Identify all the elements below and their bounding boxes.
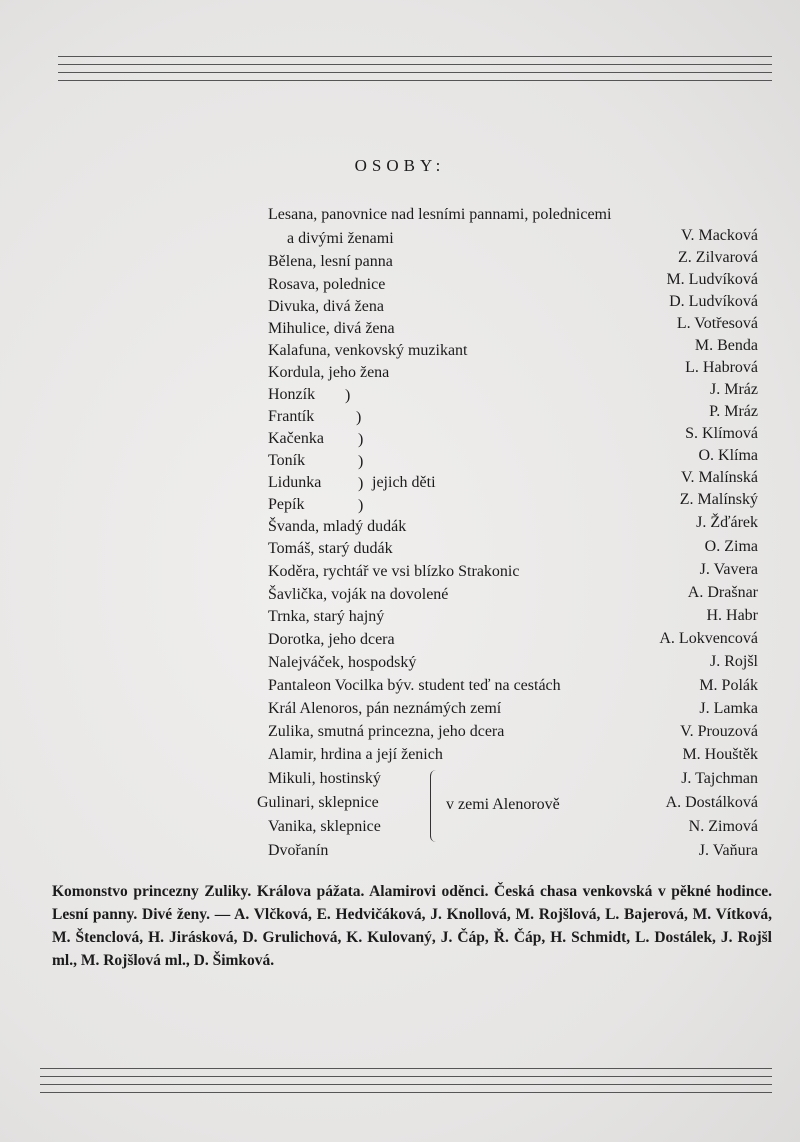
cast-actor: J. Vavera bbox=[699, 561, 758, 578]
cast-actor: A. Lokvencová bbox=[659, 630, 758, 647]
cast-role: Gulinari, sklepnice bbox=[257, 794, 379, 811]
group-paren: ) bbox=[345, 387, 351, 404]
cast-role: Mikuli, hostinský bbox=[268, 770, 381, 787]
cast-actor: L. Votřesová bbox=[676, 315, 758, 332]
cast-role: Nalejváček, hospodský bbox=[268, 654, 417, 671]
cast-role: Pepík bbox=[268, 496, 305, 513]
cast-role: Kačenka bbox=[268, 430, 324, 447]
children-group-label: jejich děti bbox=[372, 474, 436, 491]
cast-role: Tomáš, starý dudák bbox=[268, 540, 393, 557]
cast-actor: J. Tajchman bbox=[681, 770, 758, 787]
cast-role: Koděra, rychtář ve vsi blízko Strakonic bbox=[268, 563, 520, 580]
cast-role: Mihulice, divá žena bbox=[268, 320, 395, 337]
group-paren: ) bbox=[358, 453, 364, 470]
cast-role: Pantaleon Vocilka býv. student teď na cestách bbox=[268, 677, 561, 694]
cast-role: Trnka, starý hajný bbox=[268, 608, 385, 625]
cast-role: Zulika, smutná princezna, jeho dcera bbox=[268, 723, 505, 740]
cast-role: Lidunka bbox=[268, 474, 322, 491]
cast-role: Lesana, panovnice nad lesními pannami, polednicemi bbox=[268, 206, 612, 223]
cast-role: Dorotka, jeho dcera bbox=[268, 631, 395, 648]
cast-actor: J. Lamka bbox=[699, 700, 758, 717]
cast-actor: M. Benda bbox=[694, 337, 758, 354]
cast-actor: J. Žďárek bbox=[696, 514, 758, 531]
cast-role: Alamir, hrdina a její ženich bbox=[268, 746, 443, 763]
cast-role: Rosava, polednice bbox=[268, 276, 386, 293]
cast-actor: J. Rojšl bbox=[709, 653, 758, 670]
cast-actor: A. Drašnar bbox=[687, 584, 758, 601]
ensemble-paragraph: Komonstvo princezny Zuliky. Králova pážata. Alamirovi oděnci. Česká chasa venkovská v pěkné hodince. Lesní panny. Divé ženy. — A. Vlčková, E. Hedvičáková, J. Knollová, M. Rojšlová, L. Bajerová, M. Vítková, M. Štenclová, H. Jirásková, D. Grulichová, K. Kulovaný, J. Čáp, Ř. Čáp, H. Schmidt, L. Dostálek, J. Rojšl ml., M. Rojšlová ml., D. Šimková. bbox=[52, 883, 772, 969]
group-paren: ) bbox=[358, 497, 364, 514]
cast-actor: P. Mráz bbox=[709, 403, 758, 420]
bottom-rule-4 bbox=[40, 1092, 772, 1093]
cast-actor: Z. Zilvarová bbox=[678, 249, 758, 266]
cast-actor: Z. Malínský bbox=[679, 491, 758, 508]
alenor-group-label: v zemi Alenorově bbox=[446, 796, 560, 813]
cast-actor: J. Vaňura bbox=[698, 842, 758, 859]
page-title: OSOBY: bbox=[354, 156, 446, 175]
cast-role: Vanika, sklepnice bbox=[268, 818, 381, 835]
cast-role: Divuka, divá žena bbox=[268, 298, 384, 315]
group-brace bbox=[430, 770, 439, 842]
group-paren: ) bbox=[358, 475, 364, 492]
bottom-rule-2 bbox=[40, 1076, 772, 1077]
cast-role: Honzík bbox=[268, 386, 316, 403]
cast-actor: V. Prouzová bbox=[680, 723, 758, 740]
cast-actor: V. Macková bbox=[680, 227, 758, 244]
cast-role: Toník bbox=[268, 452, 306, 469]
cast-role: Švanda, mladý dudák bbox=[268, 518, 407, 535]
group-paren: ) bbox=[358, 431, 364, 448]
cast-actor: O. Zima bbox=[704, 538, 758, 555]
cast-actor: H. Habr bbox=[706, 607, 758, 624]
bottom-rule-3 bbox=[40, 1084, 772, 1085]
cast-actor: V. Malínská bbox=[680, 469, 758, 486]
cast-role: Král Alenoros, pán neznámých zemí bbox=[268, 700, 502, 717]
cast-actor: A. Dostálková bbox=[665, 794, 758, 811]
cast-role: Bělena, lesní panna bbox=[268, 253, 393, 270]
bottom-rule-1 bbox=[40, 1068, 772, 1069]
cast-role: Frantík bbox=[268, 408, 315, 425]
cast-role: Kalafuna, venkovský muzikant bbox=[268, 342, 468, 359]
cast-actor: M. Houštěk bbox=[682, 746, 758, 763]
cast-actor: M. Ludvíková bbox=[666, 271, 758, 288]
cast-role: Kordula, jeho žena bbox=[268, 364, 390, 381]
group-paren: ) bbox=[356, 409, 362, 426]
cast-role: Dvořanín bbox=[268, 842, 329, 859]
cast-actor: N. Zimová bbox=[688, 818, 758, 835]
cast-actor: O. Klíma bbox=[698, 447, 758, 464]
cast-role: Šavlička, voják na dovolené bbox=[268, 586, 449, 603]
cast-role: a divými ženami bbox=[287, 230, 394, 247]
cast-actor: L. Habrová bbox=[685, 359, 758, 376]
cast-actor: S. Klímová bbox=[685, 425, 758, 442]
cast-actor: D. Ludvíková bbox=[669, 293, 758, 310]
cast-actor: J. Mráz bbox=[710, 381, 758, 398]
cast-actor: M. Polák bbox=[699, 677, 758, 694]
